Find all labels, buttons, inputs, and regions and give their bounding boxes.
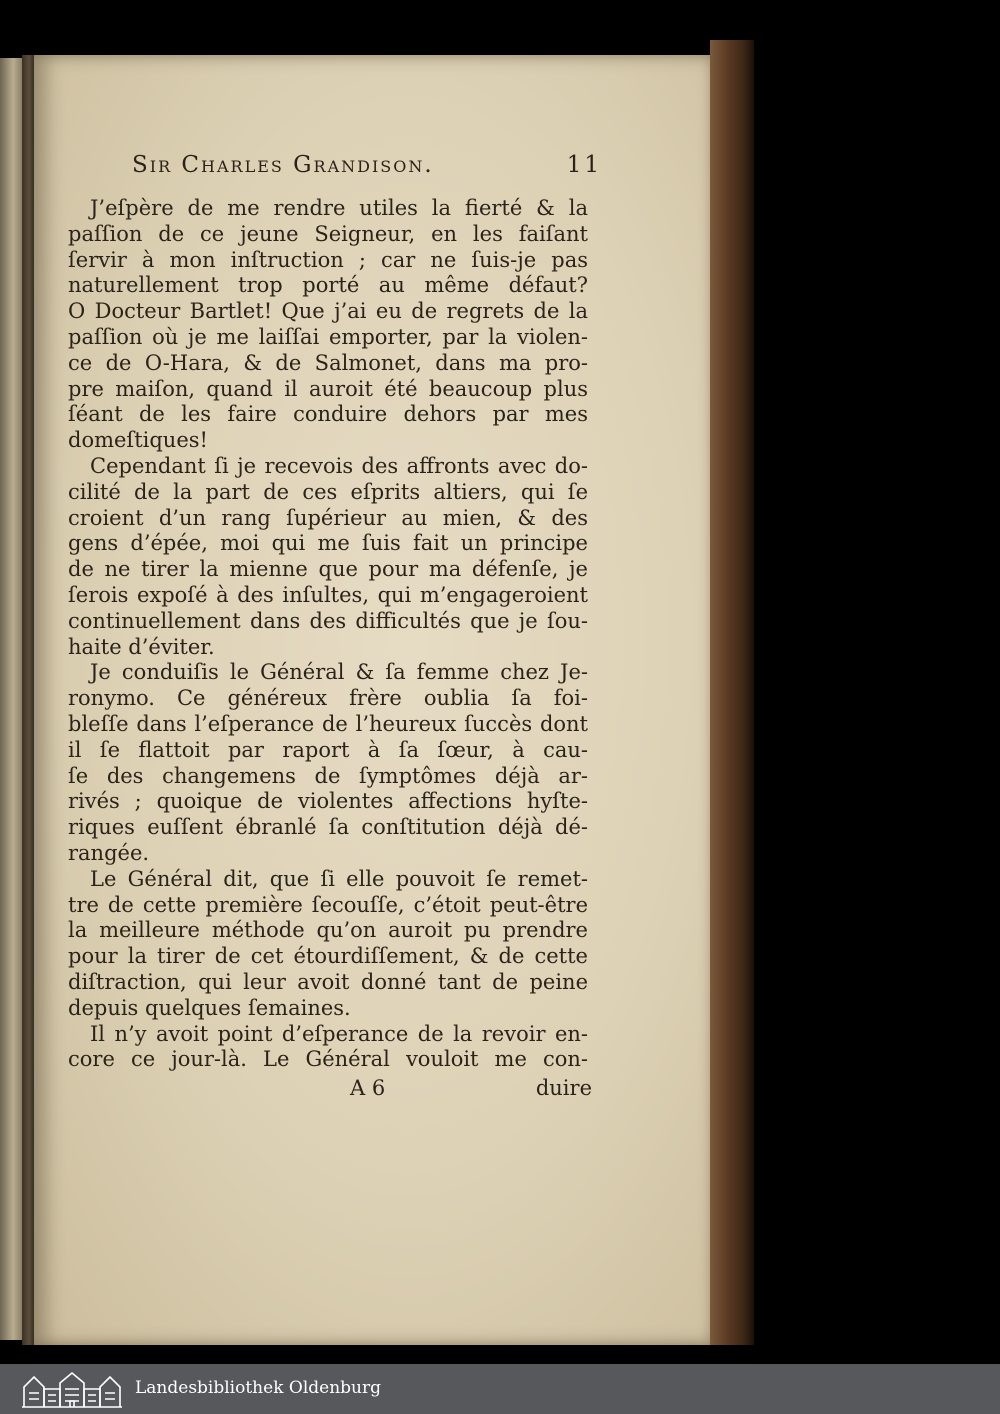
signature-mark: A 6 <box>350 1076 386 1100</box>
text-line: ronymo. Ce généreux frère oublia ſa foi- <box>68 686 588 711</box>
library-name: Landesbibliothek Oldenburg <box>135 1378 382 1398</box>
text-line: ſerois expoſé à des inſultes, qui m’engageroient <box>68 582 588 607</box>
book-binding-edge <box>710 40 754 1345</box>
text-line: ſe des changemens de ſymptômes déjà ar- <box>68 763 588 788</box>
text-line: gens d’épée, moi qui me ſuis fait un principe <box>68 531 588 556</box>
text-line: haite d’éviter. <box>68 634 215 659</box>
text-line: Je conduiſis le Général & ſa femme chez Je- <box>90 660 588 685</box>
text-line: bleſſe dans l’eſperance de l’heureux ſuccès dont <box>68 711 588 736</box>
text-line: naturellement trop porté au même défaut? <box>68 273 588 298</box>
text-line: continuellement dans des difficultés que je ſou- <box>68 608 588 633</box>
text-line: depuis quelques ſemaines. <box>68 995 351 1020</box>
text-line: Il n’y avoit point d’eſperance de la revoir en- <box>90 1021 588 1046</box>
library-footer-bar <box>0 1364 1000 1414</box>
text-line: core ce jour-là. Le Général vouloit me con- <box>68 1047 588 1072</box>
text-line: rangée. <box>68 840 150 865</box>
library-building-icon <box>20 1369 124 1409</box>
text-line: ce de O-Hara, & de Salmonet, dans ma pro- <box>68 350 588 375</box>
catchword: duire <box>535 1076 592 1100</box>
text-line: paſſion de ce jeune Seigneur, en les faiſant <box>68 221 588 246</box>
text-line: domeſtiques! <box>68 428 208 453</box>
text-line: riques euſſent ébranlé ſa conſtitution déjà dé- <box>68 815 588 840</box>
text-line: Le Général dit, que ſi elle pouvoit ſe remet- <box>90 866 588 891</box>
text-line: ſéant de les faire conduire dehors par mes <box>68 402 588 427</box>
text-line: la meilleure méthode qu’on auroit pu prendre <box>68 918 588 943</box>
text-line: croient d’un rang ſupérieur au mien, & des <box>68 505 588 530</box>
text-line: paſſion où je me laiſſai emporter, par la violen- <box>68 324 588 349</box>
text-line: cilité de la part de ces eſprits altiers, qui ſe <box>68 479 588 504</box>
text-line: rivés ; quoique de violentes affections hyſte- <box>68 789 588 814</box>
text-line: ſervir à mon inſtruction ; car ne ſuis-je pas <box>68 247 588 272</box>
text-line: pour la tirer de cet étourdiſſement, & de cette <box>68 944 588 969</box>
page-body-text <box>68 196 588 1073</box>
text-line: diſtraction, qui leur avoit donné tant de peine <box>68 969 588 994</box>
text-line: tre de cette première ſecouſſe, c’étoit peut-être <box>68 892 588 917</box>
text-line: O Docteur Bartlet! Que j’ai eu de regrets de la <box>68 299 588 324</box>
text-line: J’eſpère de me rendre utiles la fierté & la <box>90 196 588 220</box>
left-page-edge <box>0 58 22 1340</box>
page-footer <box>68 1076 592 1106</box>
page-number: 11 <box>566 152 602 178</box>
text-line: Cependant ſi je recevois des affronts avec do- <box>90 453 588 478</box>
text-line: il ſe flattoit par raport à ſa ſœur, à cau- <box>68 737 588 762</box>
text-line: pre maiſon, quand il auroit été beaucoup plus <box>68 376 588 401</box>
running-title: Sir Charles Grandison. <box>132 152 434 178</box>
running-header <box>132 152 602 188</box>
text-line: de ne tirer la mienne que pour ma défenſe, je <box>68 557 588 582</box>
